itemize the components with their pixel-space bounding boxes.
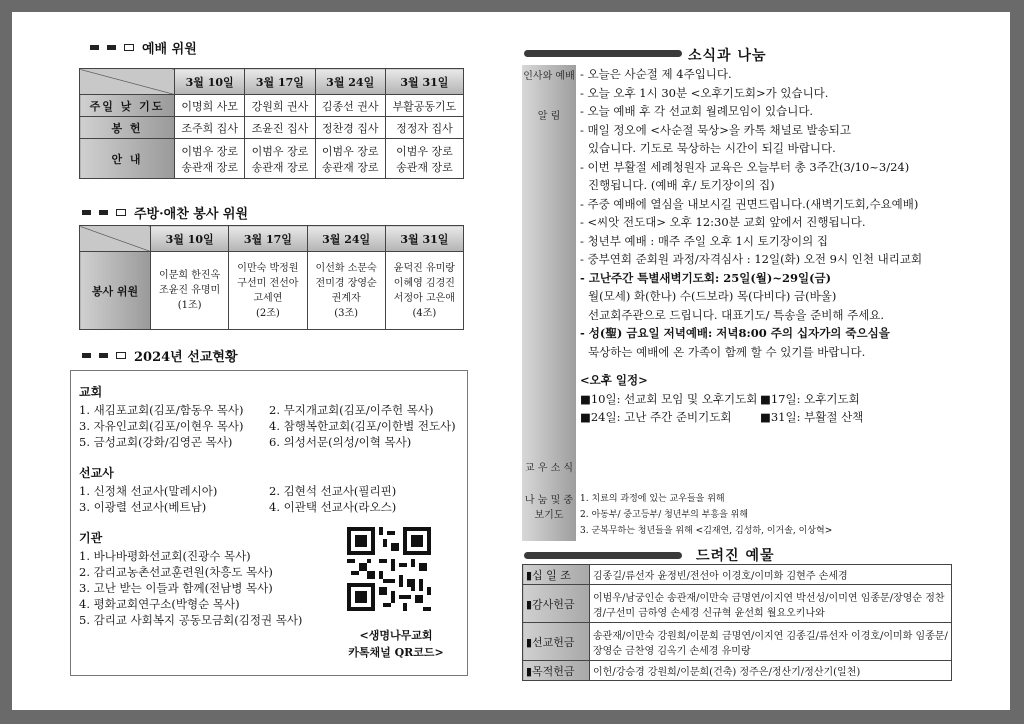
table-cell: 이범우 장로 송관재 장로 [245,139,315,179]
prayer-item: 2. 아동부/ 중고등부/ 청년부의 부흥을 위해 [580,510,749,520]
news-lines [580,65,940,427]
section-bar [524,50,682,57]
table-cell: 김종선 권사 [315,95,385,117]
table-corner [80,69,175,95]
list-item: 1. 신정채 선교사(말레시아) 2. 김현석 선교사(필리핀) [79,484,397,498]
table-cell: 조주희 집사 [175,117,245,139]
date-header: 3월 24일 [315,69,385,95]
label-greeting: 인사와 예배 [523,71,575,82]
org-heading: 기관 [79,531,103,545]
worship-table [79,68,464,179]
date-header: 3월 10일 [151,226,229,252]
kitchen-table [79,225,464,330]
news-panel [522,65,952,541]
kitchen-section-title: 주방·애찬 봉사 위원 [82,203,248,222]
prayer-item: 1. 치료의 과정에 있는 교우들을 위해 [580,494,725,504]
offering-names: 이헌/강승경 강원희/이문희(건축) 정주은/정산기/정산기(일천) [590,661,952,681]
news-line: 묵상하는 예배에 온 가족이 함께 할 수 있기를 바랍니다. [588,344,866,359]
list-item: 3. 이광렬 선교사(베트남) 4. 이관택 선교사(라오스) [79,500,397,514]
table-cell: 강원희 권사 [245,95,315,117]
offering-names: 송관재/이만숙 강원희/이문희 금명연/이지연 김종길/류선자 이경호/이미화 임종문/장영순 금찬영 김옥기 손세경 유미랑 [590,623,952,661]
mission-section-title: 2024년 선교현황 [82,346,238,365]
label-notice: 알 림 [537,111,561,122]
offering-label: ▮감사헌금 [523,585,590,623]
news-line: 월(모세) 화(한나) 수(드보라) 목(다비다) 금(바울) [588,289,837,303]
date-header: 3월 24일 [307,226,385,252]
list-item: 1. 새김포교회(김포/함동우 목사) 2. 무지개교회(김포/이주헌 목사) [79,403,434,417]
table-cell: 윤덕진 유미랑 이혜영 김경진 서정아 고은애 (4조) [385,252,463,330]
table-corner [80,226,151,252]
section-bar [524,552,682,559]
missionary-heading: 선교사 [79,466,114,480]
news-line: - 오늘 오후 1시 30분 <오후기도회>가 있습니다. [580,85,829,100]
date-header: 3월 31일 [385,226,463,252]
news-line: 있습니다. 기도로 묵상하는 시간이 되길 바랍니다. [588,141,836,155]
mission-box [70,370,468,676]
schedule-row: ■24일: 고난 주간 준비기도회 ■31일: 부활절 산책 [580,410,864,424]
news-line: - 주중 예배에 열심을 내보시길 권면드립니다.(새벽기도회,수요예배) [580,196,919,211]
prayer-list [580,491,832,539]
prayer-item: 3. 군복무하는 청년들을 위해 <김재연, 김성하, 이거솔, 이상혁> [580,526,833,536]
list-item: 3. 자유인교회(김포/이현우 목사) 4. 참행복한교회(김포/이한별 전도사) [79,419,456,433]
qr-code-icon[interactable] [347,527,431,611]
label-member-news: 교 우 소 식 [524,463,574,474]
news-line: - 성(聖) 금요일 저녁예배: 저녁8:00 주의 십자가의 죽으심을 [580,326,890,340]
offering-title: 드려진 예물 [696,548,775,564]
date-header: 3월 10일 [175,69,245,95]
table-cell: 이범우 장로 송관재 장로 [175,139,245,179]
news-line: - 오늘 예배 후 각 선교회 월례모임이 있습니다. [580,104,814,118]
news-line: - 오늘은 사순절 제 4주입니다. [580,67,732,81]
schedule-heading: <오후 일정> [580,373,648,387]
list-item: 4. 평화교회연구소(박형순 목사) [79,597,240,611]
list-item: 3. 고난 받는 이들과 함께(전남병 목사) [79,581,273,595]
offering-label: ▮목적헌금 [523,661,590,681]
news-line: - 청년부 예배 : 매주 주일 오후 1시 토기장이의 집 [580,233,828,248]
list-item: 5. 금성교회(강화/김영곤 목사) 6. 의성서문(의성/이혁 목사) [79,435,412,449]
offering-names: 이범우/남궁인순 송관재/이만숙 금명연/이지연 박선성/이미연 임종문/장영순 정찬경/구선미 금하영 손세경 신규혁 윤선희 월요오키나와 [590,585,952,623]
offering-names: 김종길/류선자 윤정빈/전선아 이경호/이미화 김현주 손세경 [590,565,952,585]
table-cell: 이명희 사모 [175,95,245,117]
date-header: 3월 17일 [229,226,307,252]
row-label: 봉 헌 [80,117,175,139]
table-cell: 이선화 소문숙 전미경 장영순 권계자 (3조) [307,252,385,330]
news-line: - <씨앗 전도대> 오후 12:30분 교회 앞에서 진행됩니다. [580,215,866,229]
table-cell: 조윤진 집사 [245,117,315,139]
list-item: 5. 감리교 사회복지 공동모금회(김정권 목사) [79,613,303,627]
church-heading: 교회 [79,385,103,399]
offering-label: ▮십 일 조 [523,565,590,585]
label-prayer: 나 눔 및 중보기도 [524,495,574,521]
news-line: - 고난주간 특별새벽기도회: 25일(월)~29일(금) [580,270,832,285]
list-item: 2. 감리교농촌선교훈련원(차흥도 목사) [79,565,273,579]
news-line: 선교회주관으로 드립니다. 대표기도/ 특송을 준비해 주세요. [588,307,885,322]
row-label: 안 내 [80,139,175,179]
date-header: 3월 17일 [245,69,315,95]
news-line: - 이번 부활절 세례청원자 교육은 오늘부터 총 3주간(3/10~3/24) [580,159,910,174]
news-line: - 매일 정오에 <사순절 묵상>을 카톡 채널로 발송되고 [580,122,851,137]
news-title: 소식과 나눔 [688,48,767,64]
table-cell: 정정자 집사 [385,117,463,139]
news-line: - 중부연회 준회원 과정/자격심사 : 12일(화) 오전 9시 인천 내리교회 [580,252,923,266]
list-item: 1. 바나바평화선교회(진광수 목사) [79,549,251,563]
row-label: 봉사 위원 [80,252,151,330]
table-cell: 이문희 한진옥 조윤진 유명미 (1조) [151,252,229,330]
offering-label: ▮선교헌금 [523,623,590,661]
date-header: 3월 31일 [385,69,463,95]
schedule-row: ■10일: 선교회 모임 및 오후기도회 ■17일: 오후기도회 [580,391,860,406]
row-label: 주일 낮 기도 [80,95,175,117]
worship-section-title: 예배 위원 [90,38,197,57]
table-cell: 이범우 장로 송관재 장로 [385,139,463,179]
qr-caption: <생명나무교회 카톡채널 QR코드> [348,629,444,659]
offering-table [522,564,952,681]
table-cell: 이범우 장로 송관재 장로 [315,139,385,179]
table-cell: 부활공동기도 [385,95,463,117]
table-cell: 정찬경 집사 [315,117,385,139]
news-line: 진행됩니다. (예배 후/ 토기장이의 집) [588,178,775,192]
table-cell: 이만숙 박정원 구선미 전선아 고세연 (2조) [229,252,307,330]
